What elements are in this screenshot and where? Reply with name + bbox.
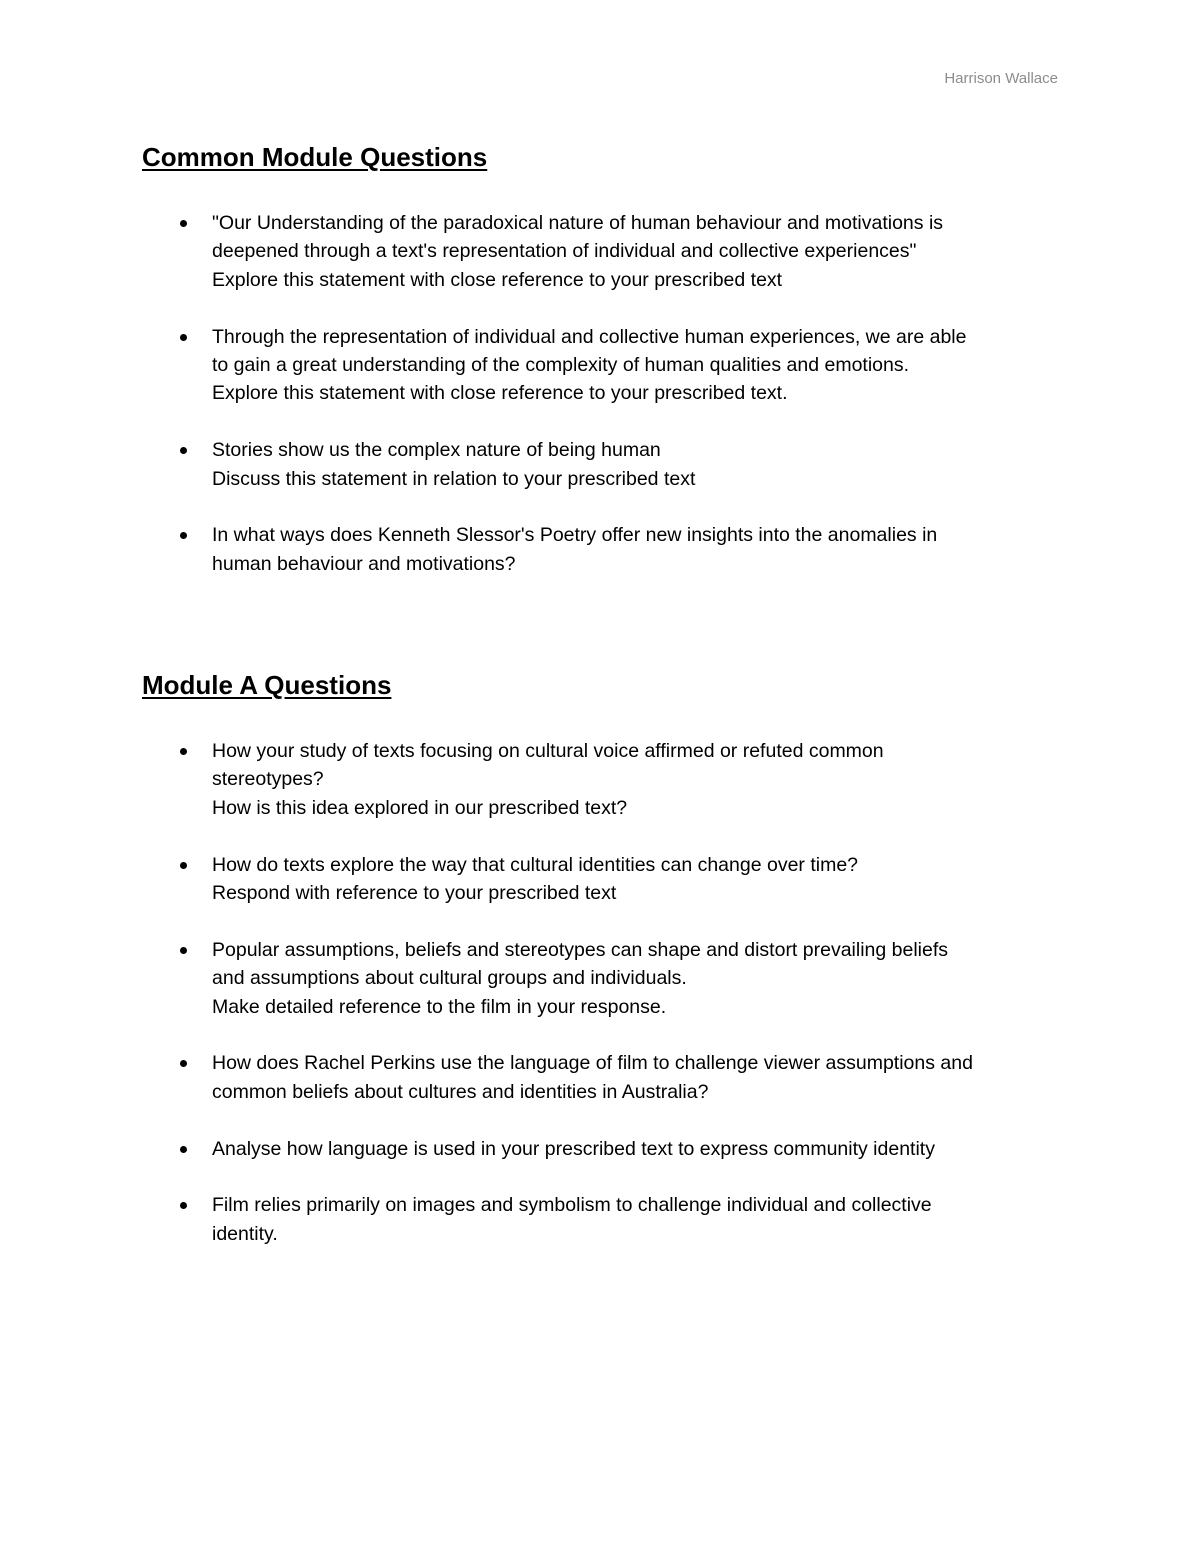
common-module-title: Common Module Questions	[142, 142, 488, 172]
question-line: How your study of texts focusing on cultural voice affirmed or refuted common	[212, 740, 884, 762]
bullet-icon	[180, 1060, 187, 1067]
bullet-icon	[180, 334, 187, 341]
question-line: deepened through a text's representation of individual and collective experiences"	[212, 240, 917, 263]
question-line: Respond with reference to your prescribed text	[212, 882, 617, 905]
list-item	[142, 936, 1062, 1021]
list-item	[142, 851, 1062, 908]
question-line: Stories show us the complex nature of being human	[212, 439, 661, 462]
list-item	[142, 209, 1062, 294]
question-line: stereotypes?	[212, 768, 324, 791]
question-line: to gain a great understanding of the complexity of human qualities and emotions.	[212, 354, 910, 377]
bullet-icon	[180, 862, 187, 869]
module-a-title: Module A Questions	[142, 670, 392, 700]
question-line: Explore this statement with close reference to your prescribed text.	[212, 382, 788, 405]
question-line: How does Rachel Perkins use the language of film to challenge viewer assumptions and	[212, 1052, 973, 1075]
list-item	[142, 1191, 1062, 1248]
common-module-section	[142, 140, 1062, 607]
list-item	[142, 521, 1062, 578]
bullet-icon	[180, 947, 187, 954]
question-line: human behaviour and motivations?	[212, 552, 516, 575]
question-line: Discuss this statement in relation to your prescribed text	[212, 467, 696, 490]
bullet-icon	[180, 748, 187, 755]
question-line: Popular assumptions, beliefs and stereotypes can shape and distort prevailing beliefs	[212, 938, 949, 961]
question-line: common beliefs about cultures and identities in Australia?	[212, 1080, 709, 1103]
bullet-icon	[180, 1146, 187, 1153]
list-item	[142, 1049, 1062, 1106]
question-line: identity.	[212, 1222, 278, 1245]
list-item	[142, 323, 1062, 408]
list-item	[142, 1135, 1062, 1163]
question-line: "Our Understanding of the paradoxical nature of human behaviour and motivations is	[212, 212, 944, 234]
question-line: Explore this statement with close reference to your prescribed text	[212, 268, 783, 291]
bullet-icon	[180, 532, 187, 539]
module-a-question-list	[142, 737, 1062, 1248]
question-line: In what ways does Kenneth Slessor's Poetry offer new insights into the anomalies in	[212, 524, 938, 547]
question-line: How is this idea explored in our prescribed text?	[212, 796, 628, 819]
common-module-question-list	[142, 209, 1062, 578]
module-a-section	[142, 668, 1062, 1277]
question-line: Through the representation of individual and collective human experiences, we are able	[212, 325, 967, 348]
question-line: Make detailed reference to the film in your response.	[212, 995, 667, 1018]
list-item	[142, 737, 1062, 822]
question-line: and assumptions about cultural groups and individuals.	[212, 967, 687, 990]
question-line: How do texts explore the way that cultural identities can change over time?	[212, 853, 859, 876]
bullet-icon	[180, 447, 187, 454]
header-author-name: Harrison Wallace	[944, 70, 1058, 87]
bullet-icon	[180, 1202, 187, 1209]
question-line: Analyse how language is used in your prescribed text to express community identity	[212, 1137, 935, 1160]
list-item	[142, 436, 1062, 493]
question-line: Film relies primarily on images and symbolism to challenge individual and collective	[212, 1194, 932, 1217]
bullet-icon	[180, 220, 187, 227]
